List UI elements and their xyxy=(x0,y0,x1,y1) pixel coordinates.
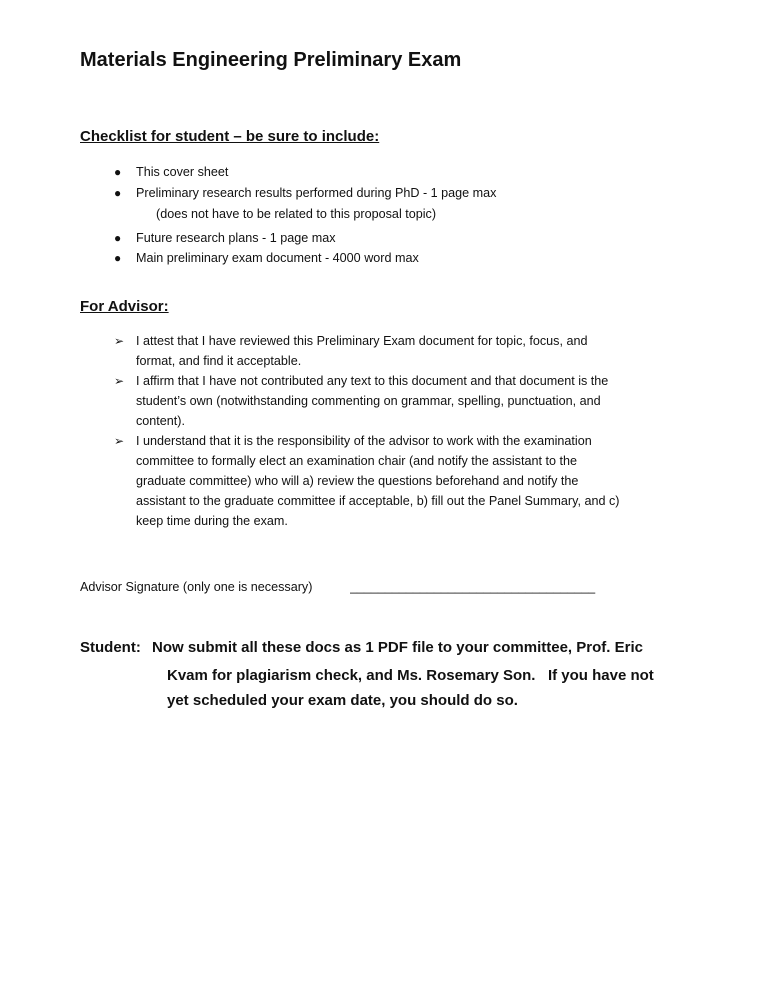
checklist-item: This cover sheet xyxy=(136,165,229,179)
advisor-item-line: graduate committee) who will a) review the questions beforehand and notify the xyxy=(136,474,579,488)
bullet-icon: ● xyxy=(114,251,122,265)
advisor-item-line: committee to formally elect an examination chair (and notify the assistant to the xyxy=(136,454,577,468)
arrow-bullet-icon: ➢ xyxy=(114,374,125,388)
student-instruction-line: Now submit all these docs as 1 PDF file to your committee, Prof. Eric xyxy=(152,639,643,656)
advisor-item-line: I affirm that I have not contributed any text to this document and that document is the xyxy=(136,374,609,388)
student-label: Student: xyxy=(80,639,141,656)
student-instruction-line: Kvam for plagiarism check, and Ms. Rosemary Son. If you have not xyxy=(167,667,654,684)
student-instruction-line: yet scheduled your exam date, you should do so. xyxy=(167,692,518,709)
advisor-item-line: content). xyxy=(136,414,186,428)
signature-label: Advisor Signature (only one is necessary) xyxy=(80,580,313,594)
bullet-icon: ● xyxy=(114,231,122,245)
document-title: Materials Engineering Preliminary Exam xyxy=(80,49,462,71)
bullet-icon: ● xyxy=(114,165,122,179)
advisor-heading: For Advisor: xyxy=(80,298,169,315)
checklist-item: Preliminary research results performed during PhD - 1 page max xyxy=(136,186,497,200)
arrow-bullet-icon: ➢ xyxy=(114,334,125,348)
advisor-item-line: student’s own (notwithstanding commenting on grammar, spelling, punctuation, and xyxy=(136,394,601,408)
bullet-icon: ● xyxy=(114,186,122,200)
advisor-item-line: I understand that it is the responsibility of the advisor to work with the examination xyxy=(136,434,592,448)
advisor-item-line: assistant to the graduate committee if acceptable, b) fill out the Panel Summary, and c) xyxy=(136,494,620,508)
arrow-bullet-icon: ➢ xyxy=(114,434,125,448)
checklist-item: Main preliminary exam document - 4000 word max xyxy=(136,251,419,265)
checklist-note: (does not have to be related to this proposal topic) xyxy=(156,207,437,221)
checklist-heading: Checklist for student – be sure to include: xyxy=(80,128,380,145)
checklist-item: Future research plans - 1 page max xyxy=(136,231,336,245)
signature-line[interactable]: ___________________________________ xyxy=(350,580,596,594)
advisor-item-line: format, and find it acceptable. xyxy=(136,354,302,368)
advisor-item-line: keep time during the exam. xyxy=(136,514,288,528)
advisor-item-line: I attest that I have reviewed this Preliminary Exam document for topic, focus, and xyxy=(136,334,588,348)
